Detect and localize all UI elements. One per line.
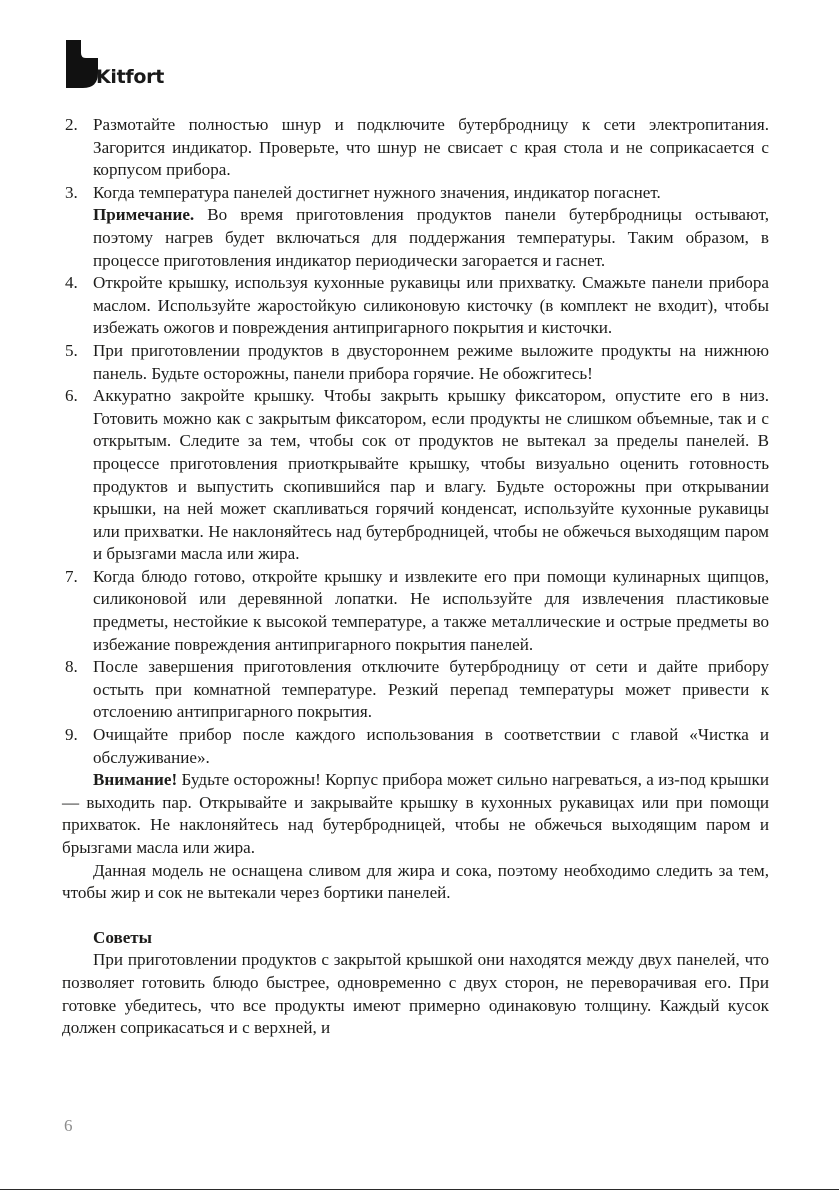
step-note (62, 204, 769, 272)
brand-name: Kitfort (96, 66, 164, 88)
step-item (62, 340, 769, 385)
step-number: 6. (65, 386, 78, 406)
note-text: Во время приготовления продуктов панели бутербродницы остывают, поэтому нагрев будет включаться для поддержания температуры. Таким образом, в процессе приготовления индикатор периодически загорается и гаснет. (93, 205, 769, 270)
step-text: Очищайте прибор после каждого использования в соответствии с главой «Чистка и обслуживание». (93, 725, 769, 767)
page-number: 6 (64, 1116, 73, 1135)
step-item (62, 385, 769, 566)
step-number: 7. (65, 566, 78, 586)
step-text: После завершения приготовления отключите бутербродницу от сети и дайте прибору остыть при комнатной температуре. Резкий перепад температуры может привести к отслоению антипригарного покрытия. (93, 657, 769, 722)
step-text: Размотайте полностью шнур и подключите бутербродницу к сети электропитания. Загорится индикатор. Проверьте, что шнур не свисает с края стола и не соприкасается с корпусом прибора. (93, 115, 769, 180)
step-number: 8. (65, 657, 78, 677)
step-text: Когда блюдо готово, откройте крышку и извлеките его при помощи кулинарных щипцов, силиконовой или деревянной лопатки. Не используйте для извлечения пластиковые предметы, нестойкие к высокой температуре, а также металлические и острые предметы во избежание повреждения антипригарного покрытия панелей. (93, 566, 769, 654)
page-content (62, 114, 769, 1040)
step-text: Откройте крышку, используя кухонные рукавицы или прихватку. Смажьте панели прибора маслом. Используйте жаростойкую силиконовую кисточку (в комплект не входит), чтобы избежать ожогов и повреждения антипригарного покрытия и кисточки. (93, 273, 769, 338)
step-item (62, 566, 769, 656)
note-label: Примечание. (93, 205, 195, 225)
step-text: Когда температура панелей достигнет нужного значения, индикатор погаснет. (93, 182, 661, 202)
step-number: 4. (65, 273, 78, 293)
step-item (62, 114, 769, 182)
step-item (62, 656, 769, 724)
bottom-divider (0, 1189, 839, 1190)
step-item (62, 272, 769, 340)
tips-heading: Советы (93, 927, 153, 947)
step-number: 9. (65, 725, 78, 745)
warning-label: Внимание! (93, 770, 178, 790)
step-text: Аккуратно закройте крышку. Чтобы закрыть крышку фиксатором, опустите его в низ. Готовить можно как с закрытым фиксатором, если продукты не слишком объемные, так и с открытым. Следите за тем, чтобы сок от продуктов не вытекал за пределы панелей. В процессе приготовления приоткрывайте крышку, чтобы визуально оценить готовность продуктов и выпустить скопившийся пар и влагу. Будьте осторожны при открывании крышки, на ней может скапливаться горячий конденсат, используйте кухонные рукавицы или прихватки. Не наклоняйтесь над бутербродницей, чтобы не обжечься выходящим паром и брызгами масла или жира. (93, 386, 769, 564)
tips-paragraph: При приготовлении продуктов с закрытой крышкой они находятся между двух панелей, что позволяет готовить блюдо быстрее, одновременно с двух сторон, не переворачивая его. При готовке убедитесь, что все продукты имеют примерно одинаковую толщину. Каждый кусок должен соприкасаться и с верхней, и (62, 950, 769, 1038)
step-number: 2. (65, 115, 78, 134)
warning-paragraph (62, 769, 769, 859)
step-item (62, 724, 769, 769)
step-number: 3. (65, 182, 78, 202)
kitfort-logo-icon (66, 40, 98, 88)
instruction-steps (62, 114, 769, 769)
step-number: 5. (65, 340, 78, 360)
warning-text: Будьте осторожны! Корпус прибора может сильно нагреваться, а из-под крышки — выходить пар. Открывайте и закрывайте крышку в кухонных рукавицах или при помощи прихваток. Не наклоняйтесь над бутербродницей, чтобы не обжечься выходящим паром и брызгами масла или жира. (62, 770, 769, 857)
step-text: При приготовлении продуктов в двустороннем режиме выложите продукты на нижнюю панель. Будьте осторожны, панели прибора горячие. Не обожгитесь! (93, 340, 769, 383)
step-item (62, 182, 769, 205)
note-paragraph: Данная модель не оснащена сливом для жира и сока, поэтому необходимо следить за тем, чтобы жир и сок не вытекали через бортики панелей. (62, 860, 769, 903)
